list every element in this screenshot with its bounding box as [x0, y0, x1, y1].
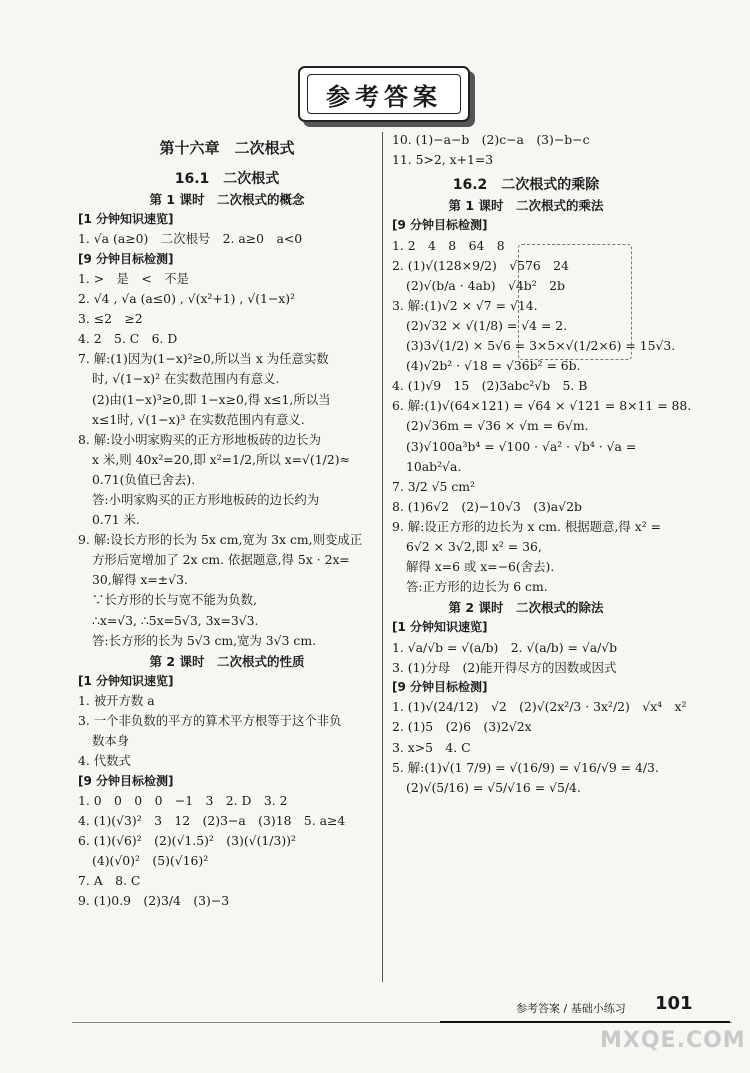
- answer-line: 1. > 是 < 不是: [78, 270, 189, 286]
- answer-line: x≤1时, √(1−x)³ 在实数范围内有意义.: [92, 411, 305, 427]
- answer-line: 9. (1)0.9 (2)3/4 (3)−3: [78, 893, 230, 909]
- answer-line: 4. 2 5. C 6. D: [78, 331, 178, 347]
- page-title: 参考答案: [307, 74, 461, 114]
- answer-line: (2)√36m = √36 × √m = 6√m.: [406, 418, 589, 434]
- answer-line: 7. 解:(1)因为(1−x)²≥0,所以当 x 为任意实数: [78, 351, 329, 367]
- left-column: [78, 128, 376, 912]
- answer-line: 方形后宽增加了 2x cm. 依据题意,得 5x · 2x=: [92, 552, 350, 568]
- section-heading: 16.1 二次根式: [174, 171, 280, 187]
- answer-line: 5. 解:(1)√(1 7/9) = √(16/9) = √16/√9 = 4/3.: [392, 759, 659, 775]
- lesson-heading: 第 1 课时 二次根式的乘法: [448, 198, 604, 214]
- answer-line: (2)由(1−x)³≥0,即 1−x≥0,得 x≤1,所以当: [92, 391, 331, 407]
- footer-rule-thick: [440, 1021, 730, 1023]
- answer-line: 1. (1)√(24/12) √2 (2)√(2x²/3 · 3x²/2) √x⁴ x²: [392, 699, 687, 715]
- answer-line: 8. 解:设小明家购买的正方形地板砖的边长为: [78, 431, 321, 447]
- knowledge-tag: [1 分钟知识速览]: [78, 212, 174, 226]
- answer-line: 2. (1)√(128×9/2) √576 24: [392, 257, 569, 273]
- answer-line: 数本身: [92, 733, 130, 749]
- answer-line: 6. (1)(√6)² (2)(√1.5)² (3)(√(1/3))²: [78, 833, 296, 849]
- answer-line: 30,解得 x=±√3.: [92, 572, 188, 588]
- answer-line: (2)√(b/a · 4ab) √4b² 2b: [406, 277, 565, 293]
- answer-line: 1. 被开方数 a: [78, 693, 155, 709]
- answer-line: x 米,则 40x²=20,即 x²=1/2,所以 x=√(1/2)≈: [92, 451, 350, 467]
- answer-line: 7. 3/2 √5 cm²: [392, 478, 476, 494]
- answer-line: 6√2 × 3√2,即 x² = 36,: [406, 539, 542, 555]
- answer-line: 答:小明家购买的正方形地板砖的边长约为: [92, 492, 320, 507]
- answer-line: (4)√2b² · √18 = √36b² = 6b.: [406, 358, 581, 374]
- section-heading: 16.2 二次根式的乘除: [452, 177, 600, 194]
- page-number: 101: [655, 993, 693, 1014]
- answer-line: 3. 一个非负数的平方的算术平方根等于这个非负: [78, 713, 342, 729]
- knowledge-tag: [1 分钟知识速览]: [78, 673, 174, 688]
- answer-line: 7. A 8. C: [78, 873, 141, 889]
- answer-line: 4. 代数式: [78, 753, 131, 769]
- title-banner: [298, 66, 470, 122]
- right-column: [392, 130, 692, 798]
- check-tag: [9 分钟目标检测]: [78, 773, 174, 788]
- answer-line: 1. √a/√b = √(a/b) 2. √(a/b) = √a/√b: [392, 639, 618, 655]
- answer-line: 2. √4 , √a (a≤0) , √(x²+1) , √(1−x)²: [78, 291, 296, 307]
- answer-line: 3. 解:(1)√2 × √7 = √14.: [392, 297, 538, 313]
- answer-line: 3. ≤2 ≥2: [78, 311, 143, 327]
- answer-line: (2)√32 × √(1/8) = √4 = 2.: [406, 318, 568, 333]
- lesson-heading: 第 2 课时 二次根式的除法: [448, 600, 604, 616]
- answer-line: 9. 解:设长方形的长为 5x cm,宽为 3x cm,则变成正: [78, 532, 363, 548]
- answer-line: 答:长方形的长为 5√3 cm,宽为 3√3 cm.: [92, 632, 317, 648]
- answer-line: 2. (1)5 (2)6 (3)2√2x: [392, 719, 532, 735]
- check-tag: [9 分钟目标检测]: [392, 679, 488, 694]
- answer-line: 4. (1)(√3)² 3 12 (2)3−a (3)18 5. a≥4: [78, 813, 346, 829]
- answer-line: (4)(√0)² (5)(√16)²: [92, 853, 209, 869]
- answer-line: 11. 5>2, x+1=3: [392, 152, 494, 168]
- footer-label: 参考答案 / 基础小练习: [516, 1002, 626, 1015]
- answer-line: ∴x=√3, ∴5x=5√3, 3x=3√3.: [92, 612, 259, 628]
- lesson-heading: 第 1 课时 二次根式的概念: [149, 192, 305, 207]
- answer-line: 0.71 米.: [92, 512, 140, 528]
- answer-line: 8. (1)6√2 (2)−10√3 (3)a√2b: [392, 498, 582, 514]
- answer-line: 9. 解:设正方形的边长为 x cm. 根据题意,得 x² =: [392, 518, 661, 534]
- column-divider: [382, 132, 383, 982]
- answer-line: ∵长方形的长与宽不能为负数,: [92, 592, 258, 608]
- answer-line: 4. (1)√9 15 (2)3abc²√b 5. B: [392, 378, 588, 394]
- answer-line: 0.71(负值已舍去).: [92, 471, 196, 487]
- answer-line: 答:正方形的边长为 6 cm.: [406, 579, 548, 595]
- answer-line: 1. 0 0 0 0 −1 3 2. D 3. 2: [78, 793, 288, 808]
- knowledge-tag: [1 分钟知识速览]: [392, 620, 488, 635]
- lesson-heading: 第 2 课时 二次根式的性质: [149, 653, 305, 669]
- answer-line: 10ab²√a.: [406, 458, 462, 474]
- answer-line: 6. 解:(1)√(64×121) = √64 × √121 = 8×11 = 88.: [392, 398, 692, 414]
- answer-line: 解得 x=6 或 x=−6(舍去).: [406, 559, 555, 575]
- answer-line: (3)3√(1/2) × 5√6 = 3×5×√(1/2×6) = 15√3.: [406, 338, 676, 354]
- answer-line: 时, √(1−x)² 在实数范围内有意义.: [92, 371, 280, 387]
- answer-line: (2)√(5/16) = √5/√16 = √5/4.: [406, 779, 581, 795]
- answer-line: (3)√100a³b⁴ = √100 · √a² · √b⁴ · √a =: [406, 438, 637, 454]
- answer-line: 3. x>5 4. C: [392, 739, 471, 755]
- answer-line: 1. 2 4 8 64 8: [392, 237, 505, 253]
- check-tag: [9 分钟目标检测]: [78, 251, 174, 266]
- check-tag: [9 分钟目标检测]: [392, 218, 488, 233]
- answer-line: 3. (1)分母 (2)能开得尽方的因数或因式: [392, 659, 617, 675]
- chapter-heading: 第十六章 二次根式: [159, 139, 295, 157]
- watermark: MXQE.COM: [600, 1028, 746, 1053]
- answer-line: 1. √a (a≥0) 二次根号 2. a≥0 a<0: [78, 231, 303, 247]
- answer-line: 10. (1)−a−b (2)c−a (3)−b−c: [392, 132, 590, 147]
